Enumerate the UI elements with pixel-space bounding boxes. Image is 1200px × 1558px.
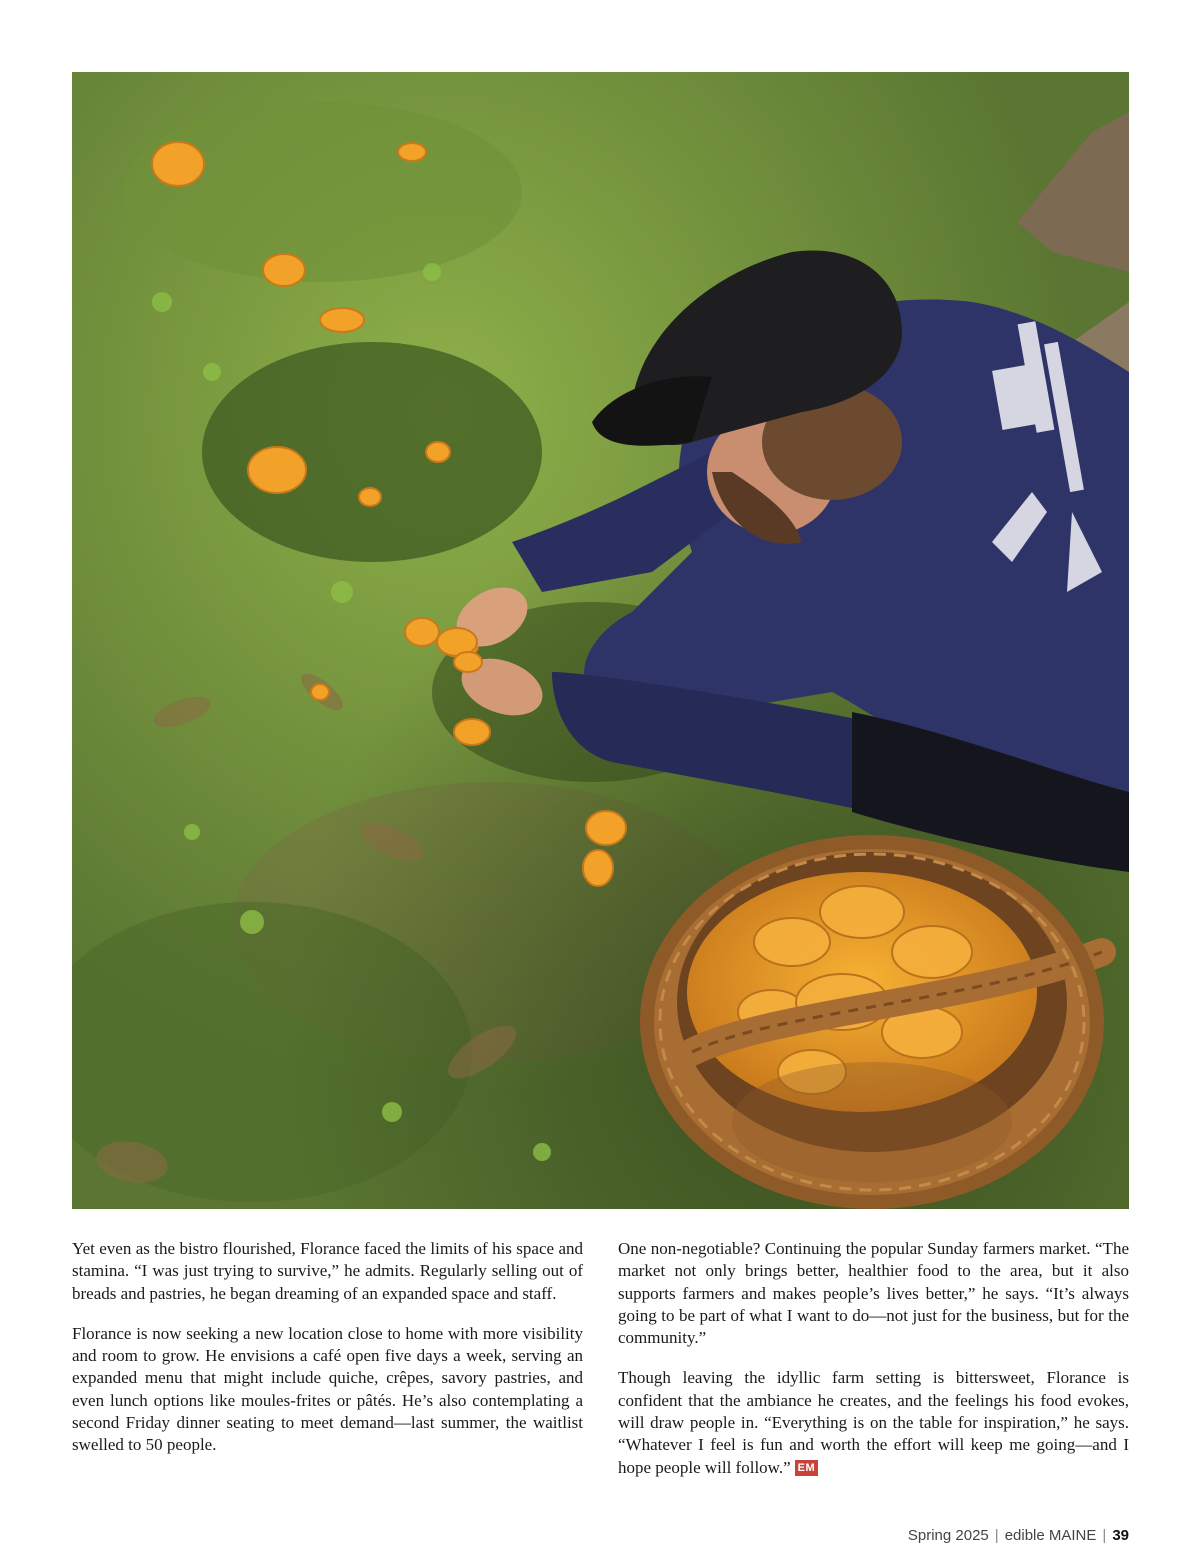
page-footer: [908, 1527, 1129, 1544]
separator: |: [994, 1527, 999, 1544]
paragraph: Florance is now seeking a new location close to home with more visibility and room to grow. He envisions a café open five days a week, serving an expanded menu that might include quiche, crêpes, savory pastries, and even lunch options like moules-frites or pâtés. He’s also contemplating a second Friday dinner seating to meet demand—last summer, the waitlist swelled to 50 people.: [72, 1323, 583, 1455]
issue-label: Spring 2025: [907, 1527, 989, 1544]
article-column-right: [618, 1238, 1129, 1497]
separator: |: [1102, 1527, 1107, 1544]
page-number: 39: [1112, 1527, 1129, 1544]
paragraph-text: Though leaving the idyllic farm setting is bittersweet, Florance is confident that the ambiance he creates, and the feelings his food evokes, will draw people in. “Everything is on the table for inspiration,” he says. “Whatever I feel is fun and worth the effort will keep me going—and I hope people will follow.”: [618, 1368, 1129, 1477]
feature-photo: [72, 72, 1129, 1209]
article-column-left: [72, 1238, 583, 1475]
end-mark-logo: EM: [795, 1460, 819, 1476]
forager-photo: [72, 72, 1129, 1209]
magazine-name: edible MAINE: [1004, 1527, 1097, 1544]
paragraph: One non-negotiable? Continuing the popular Sunday farmers market. “The market not only brings better, healthier food to the area, but it also supports farmers and makes people’s lives better,” he says. “It’s always going to be part of what I want to do—not just for the business, but for the community.”: [618, 1239, 1129, 1348]
paragraph: [618, 1367, 1129, 1478]
paragraph: Yet even as the bistro flourished, Florance faced the limits of his space and stamina. “I was just trying to survive,” he admits. Regularly selling out of breads and pastries, he began dreaming of an expanded space and staff.: [72, 1239, 583, 1303]
